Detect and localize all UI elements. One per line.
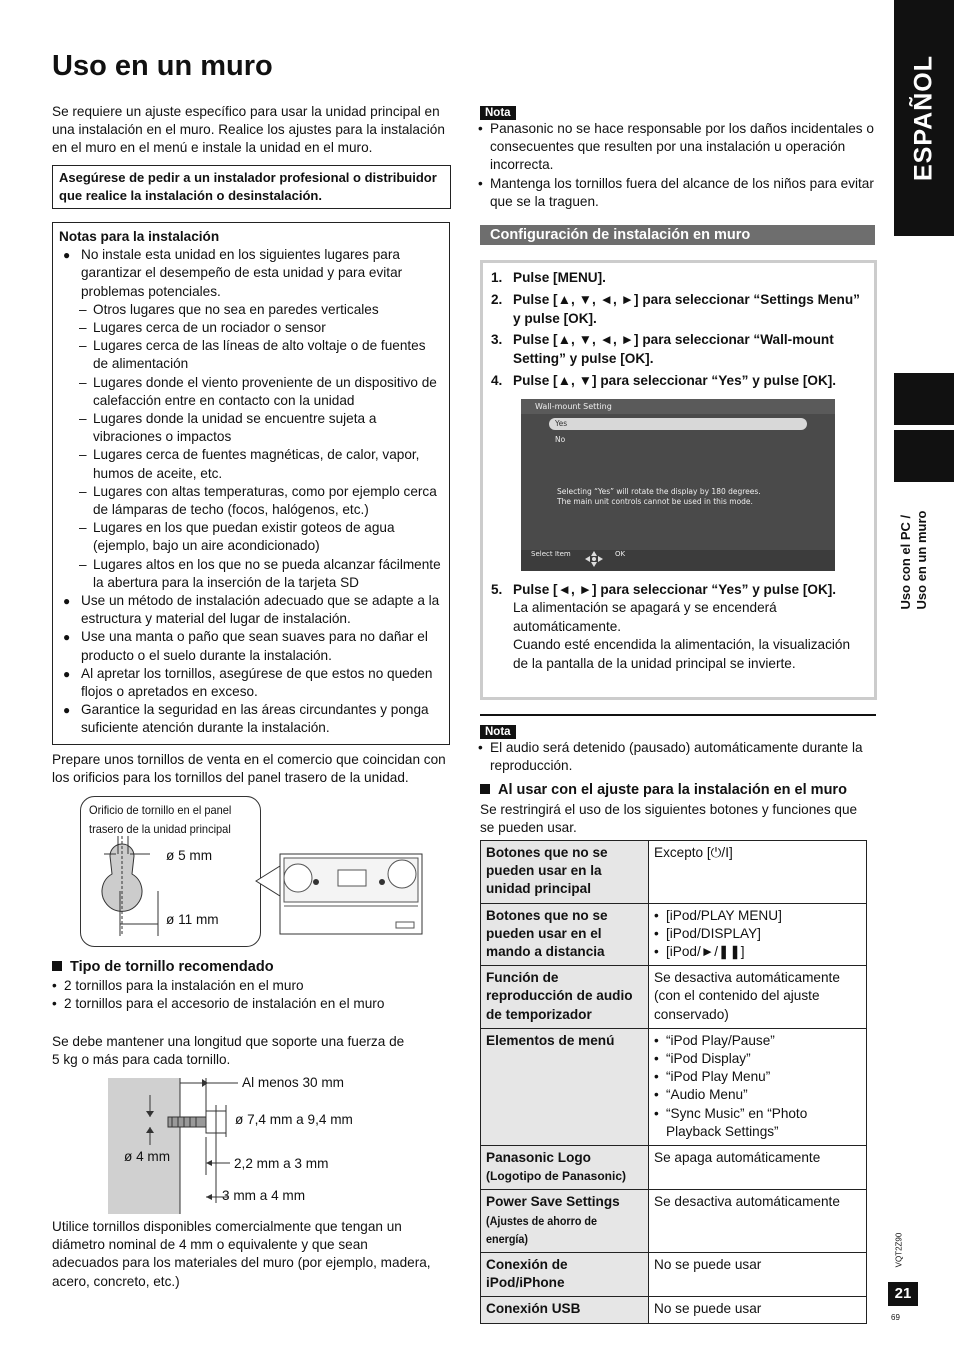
- restrict-text: Se restringirá el uso de los siguientes botones y funciones que se pueden usar.: [480, 802, 858, 836]
- list-item: • El audio será detenido (pausado) automáticamente durante la reproducción.: [478, 739, 876, 775]
- table-row: [481, 1146, 867, 1190]
- table-row: [481, 903, 867, 966]
- step-text: Pulse [▲, ▼] para seleccionar “Yes” y pulse [OK].: [513, 372, 837, 388]
- step-number: 4.: [491, 372, 503, 388]
- dim-min-length: Al menos 30 mm: [242, 1075, 344, 1090]
- step-item: [491, 372, 861, 391]
- cell-label-main: Panasonic Logo: [486, 1150, 591, 1166]
- force-text-line-1: Se debe mantener una longitud que soporte una fuerza de: [52, 1034, 405, 1049]
- screw-length-diagram: [108, 1075, 448, 1217]
- list-item: • Panasonic no se hace responsable por los daños incidentales o consecuentes que resulten por una instalación u operación incorrecta.: [478, 120, 876, 175]
- table-cell-label: Elementos de menú: [481, 1028, 649, 1145]
- install-notes-heading: Notas para la instalación: [59, 229, 220, 244]
- screw-type-heading-text: Tipo de tornillo recomendado: [70, 959, 274, 975]
- nota-tag: Nota: [480, 725, 516, 739]
- list-item: • [iPod/DISPLAY]: [654, 925, 861, 943]
- option-no[interactable]: No: [555, 435, 566, 444]
- model-code: VQT2Z90: [894, 1232, 904, 1268]
- config-heading: Configuración de instalación en muro: [480, 225, 875, 245]
- table-row: [481, 1297, 867, 1323]
- table-cell-label: Conexión de iPod/iPhone: [481, 1253, 649, 1297]
- screen-message: [557, 487, 761, 507]
- config-steps-box: [480, 260, 877, 700]
- install-notes-box: [52, 222, 450, 745]
- section-label-line-1: Uso con el PC /: [898, 514, 913, 610]
- dim-gap: 2,2 mm a 3 mm: [234, 1156, 329, 1171]
- step-5-line-2: Cuando esté encendida la alimentación, la visualización de la pantalla de la unidad principal se invierte.: [513, 637, 851, 671]
- page-title: Uso en un muro: [52, 50, 273, 82]
- screw-hole-diagram: [80, 796, 430, 948]
- table-cell-value: No se puede usar: [649, 1297, 867, 1323]
- table-cell-label: Función de reproducción de audio de temporizador: [481, 966, 649, 1029]
- force-text: [52, 1033, 452, 1069]
- list-item: – Lugares cerca de fuentes magnéticas, de calor, vapor, humos de aceite, etc.: [59, 446, 444, 482]
- commercial-screw-text: Utilice tornillos disponibles comercialmente que tengan un diámetro nominal de 4 mm o equivalente y que sean adecuados para los materiales del muro (por ejemplo, madera, acero, concreto, etc.): [52, 1219, 431, 1289]
- wall-mount-screen: [521, 399, 835, 571]
- table-cell-label: [481, 1190, 649, 1253]
- dim-shaft-diameter: ø 4 mm: [124, 1149, 171, 1164]
- step-5: [491, 581, 866, 673]
- screen-footer: [521, 550, 835, 571]
- step-item: [491, 269, 861, 288]
- section-marker-2: [894, 430, 954, 482]
- list-item: • 2 tornillos para el accesorio de instalación en el muro: [52, 995, 452, 1013]
- list-item: – Lugares donde la unidad se encuentre sujeta a vibraciones o impactos: [59, 410, 444, 446]
- list-item: • [iPod/►/❚❚]: [654, 943, 861, 961]
- section-label-line-2: Uso en un muro: [914, 510, 929, 610]
- force-text-line-2: 5 kg o más para cada tornillo.: [52, 1052, 231, 1068]
- step-text: Pulse [▲, ▼, ◄, ►] para seleccionar “Settings Menu” y pulse [OK].: [513, 291, 860, 326]
- table-cell-value: [649, 903, 867, 966]
- step-text: Pulse [▲, ▼, ◄, ►] para seleccionar “Wall-mount Setting” y pulse [OK].: [513, 332, 834, 367]
- ok-label: OK: [615, 550, 626, 558]
- cell-list: [654, 1032, 861, 1141]
- screen-message-line-2: The main unit controls cannot be used in this mode.: [557, 497, 753, 506]
- square-bullet-icon: [52, 961, 62, 971]
- dim-head-length: 3 mm a 4 mm: [222, 1188, 306, 1203]
- step-item: [491, 291, 861, 329]
- nota-list-2: [478, 739, 876, 775]
- list-item: – Lugares con altas temperaturas, como por ejemplo cerca de lámparas de techo (focos, halógenos, etc.): [59, 483, 444, 519]
- list-item: • “iPod Play/Pause”: [654, 1032, 861, 1050]
- restrict-heading: [480, 781, 878, 799]
- list-item: • “Sync Music” en “Photo Playback Settings”: [654, 1105, 861, 1141]
- restrict-heading-text: Al usar con el ajuste para la instalación en el muro: [498, 782, 847, 798]
- intro-text: Se requiere un ajuste específico para usar la unidad principal en una instalación en el muro. Realice los ajustes para la instalación en el muro en el menú e instale la unidad en el muro.: [52, 104, 445, 156]
- divider: [480, 714, 876, 716]
- list-item: – Lugares cerca de un rociador o sensor: [59, 319, 444, 337]
- install-notes-list: [59, 246, 444, 301]
- cell-list: [654, 907, 861, 962]
- list-item: • 2 tornillos para la instalación en el muro: [52, 977, 452, 995]
- hole-caption-line-2: trasero de la unidad principal: [89, 822, 231, 836]
- nota-tag: Nota: [480, 106, 516, 120]
- page-number-small: 69: [891, 1313, 900, 1322]
- step-number: 2.: [491, 291, 503, 307]
- language-tab: [894, 0, 954, 236]
- nota-label-2: [480, 722, 516, 740]
- list-item: – Lugares donde el viento proveniente de un dispositivo de calefacción entre en contacto con la unidad: [59, 374, 444, 410]
- list-item: ● Al apretar los tornillos, asegúrese de que estos no queden flojos o apretados en exceso.: [59, 665, 444, 701]
- list-item: – Otros lugares que no sea en paredes verticales: [59, 301, 444, 319]
- table-cell-value: [649, 1028, 867, 1145]
- nota-label-1: [480, 103, 516, 121]
- steps-list: [491, 269, 861, 394]
- table-cell-value: Se desactiva automáticamente: [649, 1190, 867, 1253]
- table-row: [481, 841, 867, 904]
- dpad-icon: [584, 550, 604, 568]
- list-item: • Mantenga los tornillos fuera del alcance de los niños para evitar que se la traguen.: [478, 175, 876, 211]
- step-number: 1.: [491, 270, 503, 285]
- dim-head-diameter: ø 7,4 mm a 9,4 mm: [235, 1112, 353, 1127]
- option-yes[interactable]: Yes: [549, 418, 807, 430]
- table-row: [481, 1190, 867, 1253]
- step-item: [491, 331, 861, 369]
- warning-box: [52, 165, 451, 209]
- table-cell-value: No se puede usar: [649, 1253, 867, 1297]
- screw-type-heading: [52, 958, 274, 976]
- table-cell-label: Conexión USB: [481, 1297, 649, 1323]
- table-cell-label: [481, 1146, 649, 1190]
- square-bullet-icon: [480, 784, 490, 794]
- step-5-title: Pulse [◄, ►] para seleccionar “Yes” y pulse [OK].: [513, 582, 837, 597]
- places-list: [37, 301, 444, 592]
- table-cell-label: Botones que no se pueden usar en el mando a distancia: [481, 903, 649, 966]
- language-tab-label: ESPAÑOL: [909, 55, 938, 181]
- screw-type-list: [52, 977, 452, 1013]
- list-item: • “Audio Menu”: [654, 1086, 861, 1104]
- prepare-text: Prepare unos tornillos de venta en el comercio que coincidan con los orificios para los tornillos del panel trasero de la unidad.: [52, 752, 446, 786]
- table-row: [481, 966, 867, 1029]
- install-notes-list-2: [59, 592, 444, 738]
- dim-5mm: ø 5 mm: [166, 848, 213, 863]
- step-5-line-1: La alimentación se apagará y se encenderá automáticamente.: [513, 600, 777, 634]
- cell-label-sub: (Logotipo de Panasonic): [486, 1169, 626, 1184]
- list-item: – Lugares altos en los que no se pueda alcanzar fácilmente la abertura para la inserción de la tarjeta SD: [59, 556, 444, 592]
- table-cell-value: Se desactiva automáticamente (con el contenido del ajuste conservado): [649, 966, 867, 1029]
- step-text: Pulse [MENU].: [513, 270, 606, 285]
- select-item-label: Select Item: [531, 550, 571, 558]
- step-number: 5.: [491, 582, 503, 597]
- screen-title: Wall-mount Setting: [521, 399, 835, 414]
- hole-caption: [89, 801, 231, 839]
- restriction-table: [480, 840, 867, 1324]
- warning-text: Asegúrese de pedir a un instalador profesional o distribuidor que realice la instalación o desinstalación.: [59, 170, 437, 203]
- page-number: 21: [888, 1282, 918, 1306]
- list-item-text: No instale esta unidad en los siguientes lugares para garantizar el desempeño de esta unidad y para evitar problemas potenciales.: [81, 247, 403, 299]
- table-row: [481, 1028, 867, 1145]
- list-item: ● Use un método de instalación adecuado que se adapte a la estructura y material del lugar de instalación.: [59, 592, 444, 628]
- list-item: • “iPod Display”: [654, 1050, 861, 1068]
- section-marker-1: [894, 373, 954, 425]
- table-row: [481, 1253, 867, 1297]
- list-item: • “iPod Play Menu”: [654, 1068, 861, 1086]
- screen-message-line-1: Selecting “Yes” will rotate the display by 180 degrees.: [557, 487, 761, 496]
- list-item: [59, 246, 444, 301]
- list-item: ● Use una manta o paño que sean suaves para no dañar el producto o el suelo durante la instalación.: [59, 628, 444, 664]
- list-item: – Lugares cerca de las líneas de alto voltaje o de fuentes de alimentación: [59, 337, 444, 373]
- table-cell-value: Excepto [⏻/I]: [649, 841, 867, 904]
- list-item: ● Garantice la seguridad en las áreas circundantes y ponga suficiente atención durante la instalación.: [59, 701, 444, 737]
- table-cell-label: Botones que no se pueden usar en la unidad principal: [481, 841, 649, 904]
- cell-label-main: Power Save Settings: [486, 1194, 620, 1210]
- table-cell-value: Se apaga automáticamente: [649, 1146, 867, 1190]
- list-item: – Lugares en los que puedan existir goteos de agua (ejemplo, bajo un aire acondicionado): [59, 519, 444, 555]
- dim-11mm: ø 11 mm: [166, 912, 219, 927]
- nota-list-1: [478, 120, 876, 211]
- step-number: 3.: [491, 332, 503, 348]
- cell-label-sub: (Ajustes de ahorro de energía): [486, 1213, 598, 1246]
- section-label: [898, 511, 930, 610]
- list-item: • [iPod/PLAY MENU]: [654, 907, 861, 925]
- hole-caption-line-1: Orificio de tornillo en el panel: [89, 803, 232, 817]
